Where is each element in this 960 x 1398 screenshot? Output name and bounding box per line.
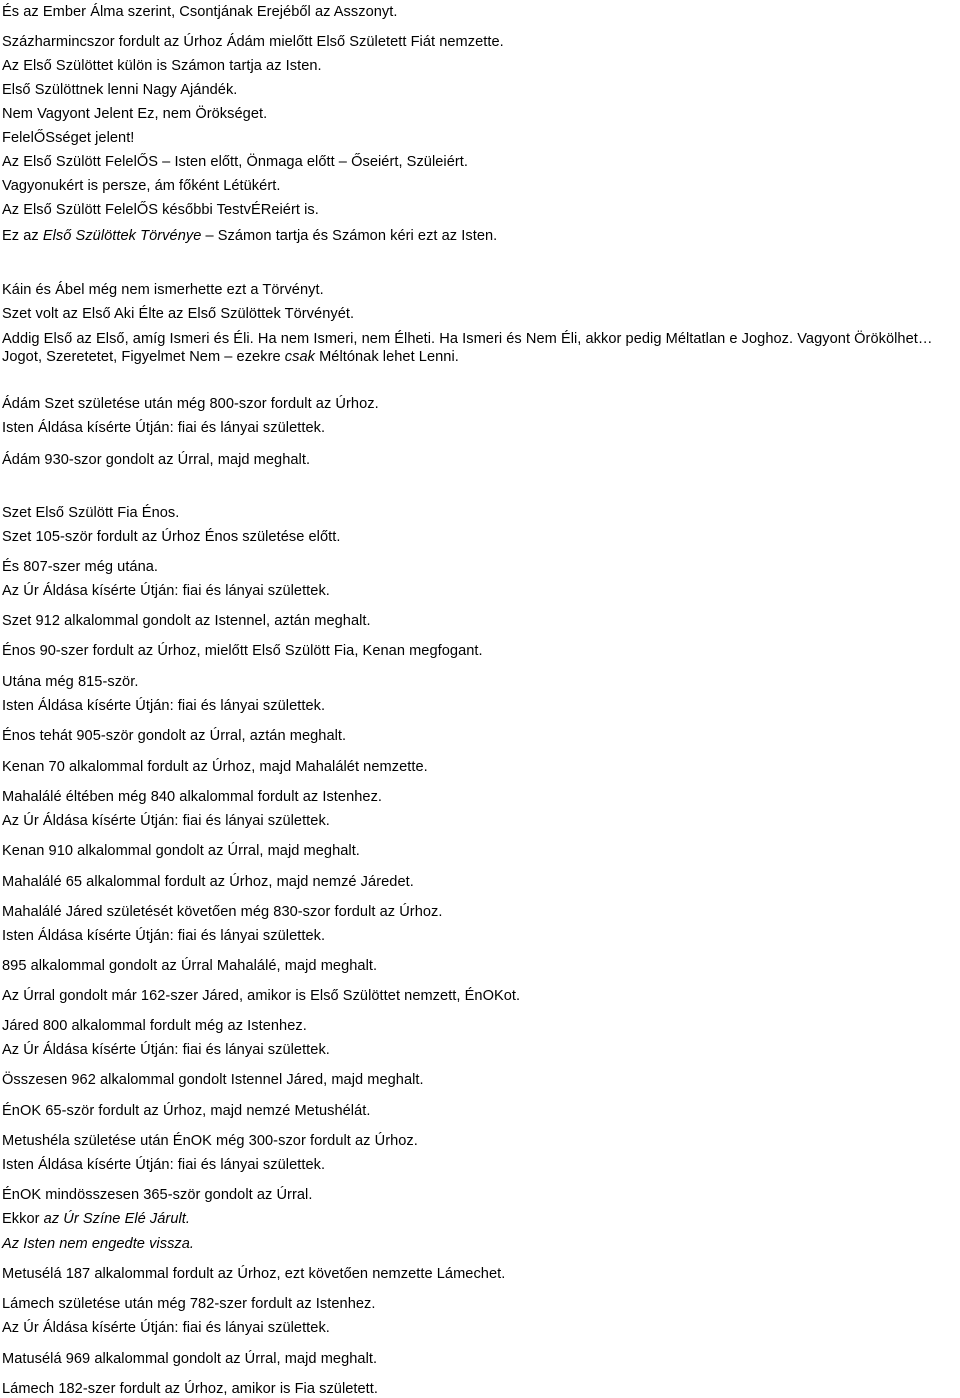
text-segment: Káin és Ábel még nem ismerhette ezt a Törvényt. <box>2 282 324 298</box>
text-segment: Isten Áldása kísérte Útján: fiai és lányai születtek. <box>2 698 326 714</box>
text-line <box>2 559 158 576</box>
text-line <box>2 789 382 806</box>
text-line <box>2 306 354 323</box>
text-segment: Kenan 70 alkalommal fordult az Úrhoz, majd Mahalálét nemzette. <box>2 759 428 775</box>
text-segment: FelelŐSséget jelent! <box>2 130 135 146</box>
text-line <box>2 420 325 437</box>
text-segment: Metushéla születése után ÉnOK még 300-szor fordult az Úrhoz. <box>2 1133 418 1149</box>
text-line <box>2 58 322 75</box>
text-line <box>2 228 497 245</box>
text-segment: És az Ember Álma szerint, Csontjának Erejéből az Asszonyt. <box>2 4 398 20</box>
text-segment: Addig Első az Első, amíg Ismeri és Éli. Ha nem Ismeri, nem Élheti. Ha Ismeri és Nem Éli, akkor pedig Méltatlan e Joghoz. Vagyont Örökölhet… Jogot, Szeretetet, Figyelmet Nem – ezekre <box>2 331 933 365</box>
text-segment: ÉnOK mindösszesen 365-ször gondolt az Úrral. <box>2 1187 313 1203</box>
text-segment: Az Első Szülöttet külön is Számon tartja az Isten. <box>2 58 322 74</box>
text-segment: Énos 90-szer fordult az Úrhoz, mielőtt Első Szülött Fia, Kenan megfogant. <box>2 643 483 659</box>
text-line <box>2 759 428 776</box>
text-line <box>2 1320 330 1337</box>
text-line <box>2 1296 375 1313</box>
text-segment: Lámech születése után még 782-szer fordult az Istenhez. <box>2 1296 376 1312</box>
text-line <box>2 1042 330 1059</box>
text-line <box>2 843 360 860</box>
text-line <box>2 698 325 715</box>
text-segment: Ez az <box>2 228 43 244</box>
text-line <box>2 178 280 195</box>
text-segment: Az Úr Áldása kísérte Útján: fiai és lányai születtek. <box>2 583 330 599</box>
text-line <box>2 583 330 600</box>
text-line <box>2 34 504 51</box>
text-line <box>2 1072 424 1089</box>
text-line <box>2 874 414 891</box>
text-segment: Az Úr Áldása kísérte Útján: fiai és lányai születtek. <box>2 1320 330 1336</box>
text-segment: Mahalálé éltében még 840 alkalommal fordult az Istenhez. <box>2 789 383 805</box>
text-segment: Isten Áldása kísérte Útján: fiai és lányai születtek. <box>2 928 326 944</box>
text-segment: Szet 105-ször fordult az Úrhoz Énos születése előtt. <box>2 529 341 545</box>
text-segment: 895 alkalommal gondolt az Úrral Mahalálé, majd meghalt. <box>2 958 378 974</box>
text-segment: Az Úr Áldása kísérte Útján: fiai és lányai születtek. <box>2 813 330 829</box>
text-segment: Isten Áldása kísérte Útján: fiai és lányai születtek. <box>2 1157 326 1173</box>
text-line <box>2 728 346 745</box>
text-segment: – Számon tartja és Számon kéri ezt az Isten. <box>201 228 498 244</box>
text-line <box>2 130 134 147</box>
italic-text-segment: Az Isten nem engedte vissza. <box>2 1236 195 1252</box>
text-segment: Mahalálé 65 alkalommal fordult az Úrhoz, majd nemzé Járedet. <box>2 874 414 890</box>
text-line <box>2 396 379 413</box>
text-segment: Utána még 815-ször. <box>2 674 139 690</box>
text-segment: Isten Áldása kísérte Útján: fiai és lányai születtek. <box>2 420 326 436</box>
text-line <box>2 529 340 546</box>
text-line <box>2 282 324 299</box>
text-line <box>2 643 483 660</box>
text-segment: Szet Első Szülött Fia Énos. <box>2 505 180 521</box>
text-segment: Ekkor <box>2 1211 44 1227</box>
text-line <box>2 4 397 21</box>
text-segment: Az Úrral gondolt már 162-szer Járed, amikor is Első Szülöttet nemzett, ÉnOKot. <box>2 988 521 1004</box>
italic-text-segment: az Úr Színe Elé Járult. <box>43 1211 191 1227</box>
text-segment: Százharmincszor fordult az Úrhoz Ádám mielőtt Első Született Fiát nemzette. <box>2 34 504 50</box>
text-line <box>2 154 468 171</box>
text-segment: Az Első Szülött FelelŐS későbbi TestvÉReiért is. <box>2 202 319 218</box>
text-line <box>2 82 237 99</box>
text-line <box>2 928 325 945</box>
text-line <box>2 813 330 830</box>
text-line <box>2 1236 194 1253</box>
text-segment: Összesen 962 alkalommal gondolt Istennel Járed, majd meghalt. <box>2 1072 424 1088</box>
text-segment: Járed 800 alkalommal fordult még az Istenhez. <box>2 1018 307 1034</box>
text-segment: Szet volt az Első Aki Élte az Első Szülöttek Törvényét. <box>2 306 355 322</box>
text-line <box>2 1157 325 1174</box>
text-segment: Első Szülöttnek lenni Nagy Ajándék. <box>2 82 238 98</box>
text-line <box>2 958 377 975</box>
text-line <box>2 674 138 691</box>
text-line <box>2 202 319 219</box>
text-segment: És 807-szer még utána. <box>2 559 159 575</box>
text-segment: Vagyonukért is persze, ám főként Létükért. <box>2 178 281 194</box>
text-line <box>2 1351 377 1368</box>
text-segment: Szet 912 alkalommal gondolt az Istennel, aztán meghalt. <box>2 613 371 629</box>
text-segment: Ádám 930-szor gondolt az Úrral, majd meghalt. <box>2 452 311 468</box>
text-segment: Lámech 182-szer fordult az Úrhoz, amikor is Fia született. <box>2 1381 378 1397</box>
italic-text-segment: Első Szülöttek Törvénye <box>42 228 202 244</box>
text-line <box>2 106 267 123</box>
text-line <box>2 904 442 921</box>
text-segment: Mahalálé Járed születését követően még 830-szor fordult az Úrhoz. <box>2 904 443 920</box>
text-line <box>2 1187 312 1204</box>
text-line <box>2 452 310 469</box>
text-segment: Az Első Szülött FelelŐS – Isten előtt, Önmaga előtt – Őseiért, Szüleiért. <box>2 154 468 170</box>
text-segment: Matusélá 969 alkalommal gondolt az Úrral, majd meghalt. <box>2 1351 378 1367</box>
text-line <box>2 1266 505 1283</box>
text-line <box>2 1018 307 1035</box>
text-segment: Kenan 910 alkalommal gondolt az Úrral, majd meghalt. <box>2 843 360 859</box>
text-line <box>2 330 958 366</box>
text-line <box>2 1133 418 1150</box>
text-segment: Az Úr Áldása kísérte Útján: fiai és lányai születtek. <box>2 1042 330 1058</box>
text-segment: Ádám Szet születése után még 800-szor fordult az Úrhoz. <box>2 396 379 412</box>
text-line <box>2 1211 190 1228</box>
text-segment: Méltónak lehet Lenni. <box>314 349 459 365</box>
text-line <box>2 988 520 1005</box>
text-line <box>2 505 179 522</box>
italic-text-segment: csak <box>284 349 315 365</box>
text-line <box>2 1381 378 1398</box>
text-segment: ÉnOK 65-ször fordult az Úrhoz, majd nemzé Metushélát. <box>2 1103 371 1119</box>
text-segment: Metusélá 187 alkalommal fordult az Úrhoz, ezt követően nemzette Lámechet. <box>2 1266 506 1282</box>
text-line <box>2 1103 370 1120</box>
text-segment: Nem Vagyont Jelent Ez, nem Örökséget. <box>2 106 268 122</box>
text-segment: Énos tehát 905-ször gondolt az Úrral, aztán meghalt. <box>2 728 347 744</box>
text-line <box>2 613 371 630</box>
